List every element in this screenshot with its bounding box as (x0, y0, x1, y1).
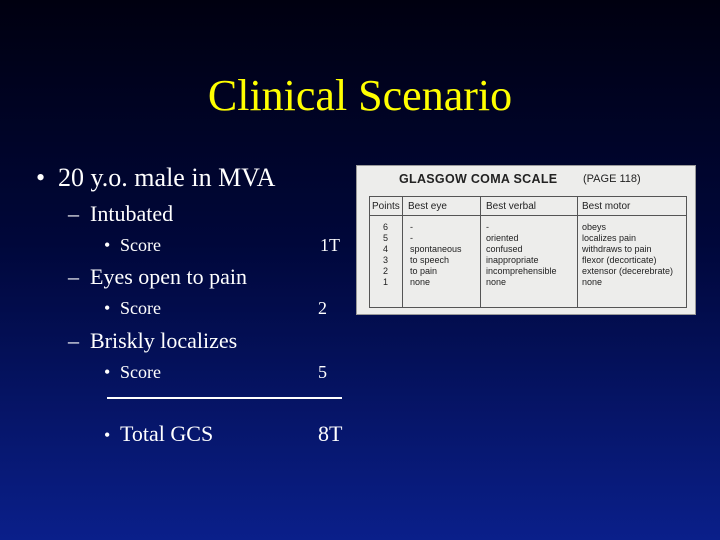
bullet-marker: • (36, 163, 46, 192)
gcs-col-points: Points (372, 201, 400, 212)
gcs-eye-cell: spontaneous (410, 244, 462, 254)
gcs-header-divider (370, 215, 686, 216)
gcs-verbal-cell: oriented (486, 233, 519, 243)
gcs-eye-cell: to speech (410, 255, 450, 265)
gcs-column-divider (480, 197, 481, 307)
finding-eyes (68, 264, 247, 290)
gcs-point: 6 (383, 222, 389, 232)
gcs-eye-cell: none (410, 277, 431, 287)
gcs-header (357, 172, 697, 194)
finding-text: Briskly localizes (90, 328, 238, 353)
finding-text: Intubated (90, 201, 174, 226)
gcs-motor-cell: extensor (decerebrate) (582, 266, 674, 276)
gcs-verbal-cell: inappropriate (486, 255, 539, 265)
score-value-1: 1T (320, 235, 340, 255)
main-bullet (36, 163, 275, 193)
gcs-eye-cell: to pain (410, 266, 438, 276)
bullet-marker: • (104, 362, 111, 382)
bullet-marker: • (104, 235, 111, 255)
gcs-point: 4 (383, 244, 389, 254)
score-row-2 (104, 298, 161, 319)
gcs-title: GLASGOW COMA SCALE (399, 172, 558, 186)
total-value: 8T (318, 421, 343, 446)
gcs-table (369, 196, 687, 308)
gcs-eye-cell: - (410, 222, 413, 232)
gcs-page-ref: (PAGE 118) (583, 173, 641, 185)
gcs-point: 1 (383, 277, 389, 287)
gcs-eye-cell: - (410, 233, 413, 243)
gcs-verbal-cell: none (486, 277, 507, 287)
bullet-marker: • (104, 298, 111, 318)
dash-marker: – (68, 264, 79, 289)
gcs-verbal-cell: - (486, 222, 489, 232)
gcs-motor-cell: flexor (decorticate) (582, 255, 657, 265)
dash-marker: – (68, 328, 79, 353)
score-row-1 (104, 235, 161, 256)
sum-divider (107, 397, 342, 399)
finding-localizes (68, 328, 237, 354)
finding-intubated (68, 201, 173, 227)
score-value-2: 2 (318, 298, 327, 318)
score-row-3 (104, 362, 161, 383)
main-bullet-text: 20 y.o. male in MVA (58, 163, 276, 192)
gcs-motor-cell: obeys (582, 222, 607, 232)
total-label: Total GCS (120, 421, 214, 446)
gcs-column-divider (402, 197, 403, 307)
gcs-verbal-cell: confused (486, 244, 523, 254)
gcs-verbal-cell: incomprehensible (486, 266, 557, 276)
gcs-point: 2 (383, 266, 389, 276)
gcs-motor-cell: none (582, 277, 603, 287)
gcs-col-eye: Best eye (408, 201, 447, 212)
slide-title: Clinical Scenario (207, 71, 513, 120)
gcs-point: 3 (383, 255, 389, 265)
finding-text: Eyes open to pain (90, 264, 248, 289)
gcs-motor-cell: localizes pain (582, 233, 637, 243)
gcs-column-divider (577, 197, 578, 307)
score-label: Score (120, 235, 161, 255)
score-label: Score (120, 298, 161, 318)
gcs-point: 5 (383, 233, 389, 243)
glasgow-coma-scale-image (356, 165, 696, 315)
gcs-col-verbal: Best verbal (486, 201, 537, 212)
score-label: Score (120, 362, 161, 382)
gcs-motor-cell: withdraws to pain (582, 244, 652, 254)
score-value-3: 5 (318, 362, 327, 382)
bullet-marker: • (104, 425, 111, 445)
total-row (104, 421, 213, 447)
gcs-col-motor: Best motor (582, 201, 631, 212)
dash-marker: – (68, 201, 79, 226)
